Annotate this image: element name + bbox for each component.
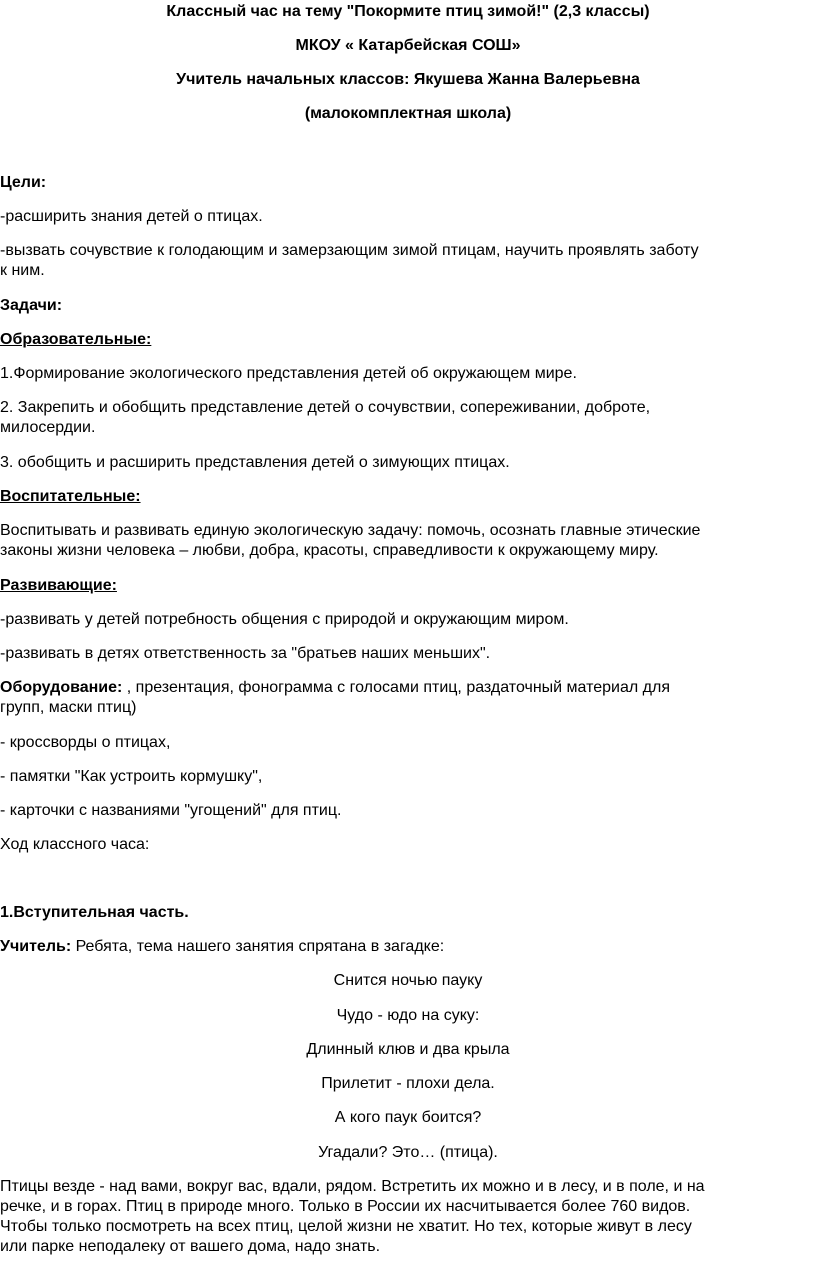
tasks-heading: Задачи: [0,297,63,314]
equipment-line-2: групп, маски птиц) [0,699,137,716]
teacher-label: Учитель: [0,938,72,955]
upbringing-text [0,521,812,561]
riddle-line-3: Длинный клюв и два крыла [306,1041,510,1058]
birds-paragraph-line-3: Чтобы только посмотреть на всех птиц, целой жизни не хватит. Но тех, которые живут в лесу [0,1218,692,1235]
equipment-label: Оборудование: [0,679,123,696]
educational-item-2 [0,398,812,438]
equipment-line-1 [0,678,812,698]
riddle-line-6: Угадали? Это… (птица). [318,1144,498,1161]
teacher-name: Учитель начальных классов: Якушева Жанна Валерьевна [176,71,640,88]
lesson-course-heading: Ход классного часа: [0,836,150,853]
birds-paragraph-line-4: или парке неподалеку от вашего дома, надо знать. [0,1238,381,1255]
birds-paragraph-line-2: речке, и в горах. Птиц в природе много. Только в России их насчитывается более 760 видов. [0,1198,691,1215]
equipment-paragraph [0,678,812,718]
birds-paragraph-line-1: Птицы везде - над вами, вокруг вас, вдали, рядом. Встретить их можно и в лесу, и в поле, и на [0,1178,705,1195]
document-title: Классный час на тему "Покормите птиц зимой!" (2,3 классы) [166,3,650,20]
riddle-line-1: Снится ночью пауку [333,972,483,989]
equipment-item-1: - кроссворды о птицах, [0,734,171,751]
school-type: (малокомплектная школа) [304,105,512,122]
developing-item-1: -развивать у детей потребность общения с природой и окружающим миром. [0,611,569,628]
goal-item-2-line-2: к ним. [0,262,45,279]
birds-paragraph [0,1177,812,1257]
equipment-text-1: , презентация, фонограмма с голосами птиц, раздаточный материал для [122,679,670,696]
goal-item-2-line-1: -вызвать сочувствие к голодающим и замерзающим зимой птицам, научить проявлять заботу [0,242,699,259]
upbringing-heading: Воспитательные: [0,488,141,505]
school-name: МКОУ « Катарбейская СОШ» [295,37,521,54]
goal-item-2 [0,241,812,281]
part1-heading: 1.Вступительная часть. [0,904,189,921]
riddle-line-5: А кого паук боится? [334,1109,482,1126]
teacher-line [0,937,444,957]
goal-item-1: -расширить знания детей о птицах. [0,208,263,225]
developing-item-2: -развивать в детях ответственность за "братьев наших меньших". [0,645,491,662]
educational-item-1: 1.Формирование экологического представления детей об окружающем мире. [0,365,577,382]
teacher-text: Ребята, тема нашего занятия спрятана в загадке: [71,938,445,955]
upbringing-text-line-2: законы жизни человека – любви, добра, красоты, справедливости к окружающему миру. [0,542,659,559]
equipment-item-2: - памятки "Как устроить кормушку", [0,768,263,785]
educational-item-2-line-2: милосердии. [0,419,96,436]
equipment-item-3: - карточки с названиями "угощений" для птиц. [0,802,342,819]
riddle-line-2: Чудо - юдо на суку: [336,1007,480,1024]
educational-item-3: 3. обобщить и расширить представления детей о зимующих птицах. [0,454,510,471]
riddle-line-4: Прилетит - плохи дела. [321,1075,495,1092]
educational-heading: Образовательные: [0,331,152,348]
goals-heading: Цели: [0,174,47,191]
developing-heading: Развивающие: [0,577,117,594]
educational-item-2-line-1: 2. Закрепить и обобщить представление детей о сочувствии, сопереживании, доброте, [0,399,651,416]
upbringing-text-line-1: Воспитывать и развивать единую экологическую задачу: помочь, осознать главные этические [0,522,701,539]
